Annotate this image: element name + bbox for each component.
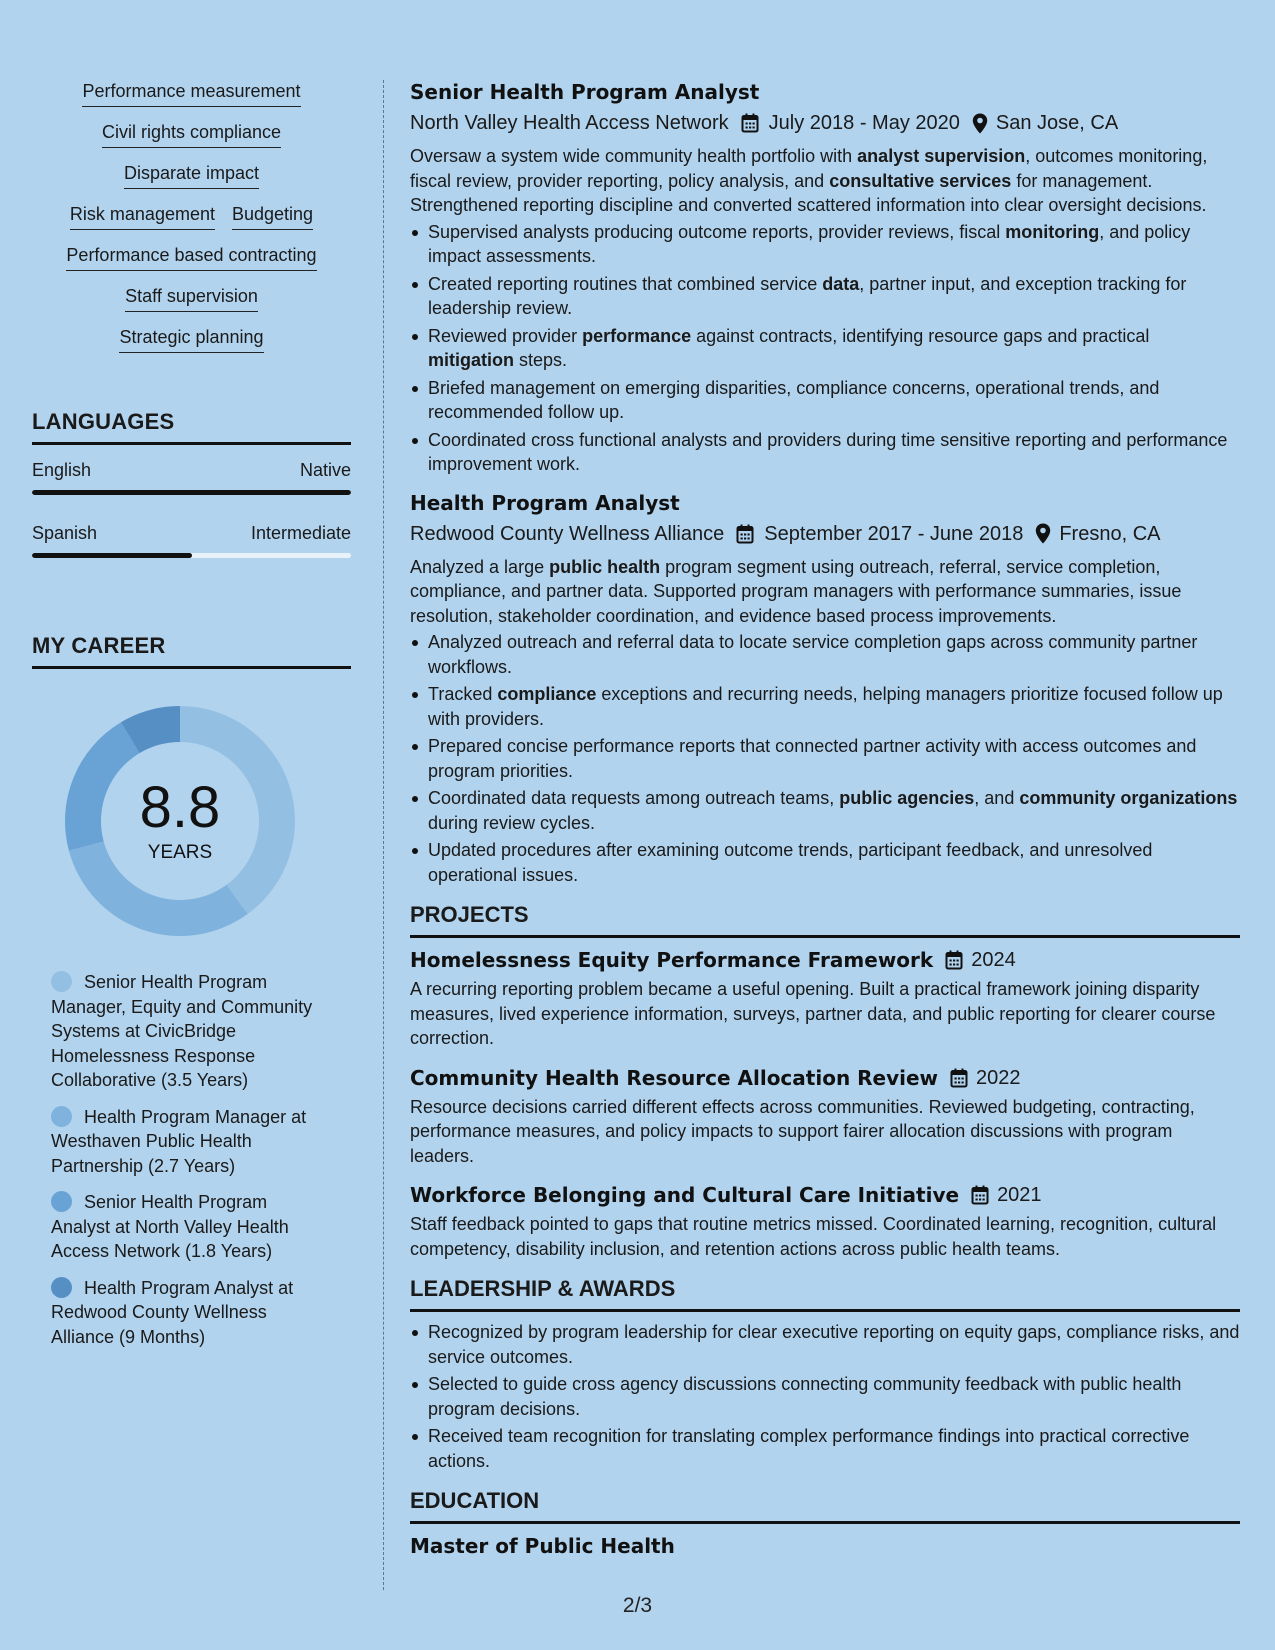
job-entry	[410, 489, 1240, 888]
career-legend-item	[51, 1276, 322, 1350]
project-name: Workforce Belonging and Cultural Care Initiative	[410, 1183, 960, 1207]
skill-tag: Budgeting	[232, 203, 313, 230]
awards-list	[410, 1320, 1240, 1473]
language-row	[32, 522, 351, 544]
job-meta	[410, 109, 1240, 137]
awards-title: LEADERSHIP & AWARDS	[410, 1275, 1240, 1312]
language-level: Intermediate	[250, 523, 351, 543]
experience-section	[410, 78, 1240, 887]
career-legend-item	[51, 1190, 322, 1264]
skill-row	[124, 162, 259, 189]
language-bar-fill	[32, 490, 351, 495]
job-dates: September 2017 - June 2018	[764, 522, 1024, 545]
skill-tag: Risk management	[70, 203, 215, 230]
skill-tag: Performance measurement	[82, 80, 300, 107]
career-legend-item	[51, 1105, 322, 1179]
project-header	[410, 1181, 1240, 1209]
projects-section	[410, 901, 1240, 1261]
language-level: Native	[299, 460, 351, 480]
skill-row	[82, 80, 300, 107]
career-years-unit: YEARS	[147, 842, 213, 863]
career-total-years: 8.8	[139, 775, 221, 840]
location-pin-icon	[1035, 523, 1051, 544]
language-name: Spanish	[32, 523, 98, 543]
degree-title: Master of Public Health	[410, 1534, 675, 1558]
awards-section	[410, 1275, 1240, 1473]
career-legend-label: Health Program Manager at Westhaven Public Health Partnership (2.7 Years)	[51, 1106, 307, 1176]
job-entry	[410, 78, 1240, 477]
job-title: Health Program Analyst	[410, 490, 680, 515]
skill-row	[70, 203, 313, 230]
legend-dot-icon	[51, 1106, 72, 1127]
bullet-item: Coordinated cross functional analysts and providers during time sensitive reporting and performance improvement work.	[410, 428, 1240, 477]
legend-dot-icon	[51, 1277, 72, 1298]
skill-tag: Performance based contracting	[66, 244, 316, 271]
award-item: Selected to guide cross agency discussions connecting community feedback with public health program decisions.	[410, 1372, 1240, 1421]
career-donut-chart	[65, 706, 295, 936]
project-entry	[410, 1064, 1240, 1169]
projects-title: PROJECTS	[410, 901, 1240, 938]
job-summary: Oversaw a system wide community health portfolio with analyst supervision, outcomes monitoring, fiscal review, provider reporting, policy analysis, and consultative services for management. Strengthened reporting discipline and converted scattered information into clear oversight decisions.	[410, 146, 1208, 215]
project-name: Community Health Resource Allocation Review	[410, 1065, 939, 1090]
skill-row	[102, 121, 281, 148]
project-description: Resource decisions carried different effects across communities. Reviewed budgeting, contracting, performance measures, and policy impacts to support fairer allocation discussions with program leaders.	[410, 1096, 1195, 1166]
left-column	[32, 80, 351, 1361]
calendar-icon	[971, 1185, 989, 1205]
career-title: MY CAREER	[32, 632, 351, 669]
bullet-item: Tracked compliance exceptions and recurring needs, helping managers prioritize focused follow up with providers.	[410, 682, 1240, 731]
calendar-icon	[945, 950, 963, 970]
project-entry	[410, 946, 1240, 1051]
donut-center	[65, 706, 295, 936]
career-legend-label: Senior Health Program Analyst at North Valley Health Access Network (1.8 Years)	[51, 1192, 289, 1261]
career-legend-label: Senior Health Program Manager, Equity and Community Systems at CivicBridge Homelessness Response Collaborative (3.5 Years)	[51, 972, 313, 1090]
project-year: 2024	[971, 949, 1016, 971]
bullet-item: Analyzed outreach and referral data to locate service completion gaps across community partner workflows.	[410, 630, 1240, 679]
column-divider	[383, 80, 384, 1590]
bullet-item: Coordinated data requests among outreach teams, public agencies, and community organizations during review cycles.	[410, 786, 1240, 835]
calendar-icon	[950, 1068, 968, 1088]
skill-row	[66, 244, 316, 271]
job-location: San Jose, CA	[995, 112, 1119, 134]
education-section	[410, 1487, 1240, 1560]
job-bullets	[410, 220, 1240, 477]
skill-row	[119, 326, 263, 353]
project-description: A recurring reporting problem became a useful opening. Built a practical framework joining disparity measures, lived experience information, surveys, partner data, and public reporting for clearer course correction.	[410, 979, 1216, 1048]
skill-tag: Strategic planning	[119, 326, 263, 353]
skill-tag: Civil rights compliance	[102, 121, 281, 148]
project-year: 2022	[976, 1066, 1021, 1089]
job-title: Senior Health Program Analyst	[410, 80, 760, 104]
career-section	[32, 632, 351, 1349]
page-number: 2/3	[622, 1594, 653, 1617]
skill-tag: Staff supervision	[125, 285, 258, 312]
calendar-icon	[736, 524, 754, 544]
bullet-item: Supervised analysts producing outcome reports, provider reviews, fiscal monitoring, and policy impact assessments.	[410, 220, 1240, 269]
award-item: Recognized by program leadership for clear executive reporting on equity gaps, compliance risks, and service outcomes.	[410, 1320, 1240, 1369]
job-organization: North Valley Health Access Network	[410, 112, 729, 134]
languages-list	[32, 459, 351, 558]
career-legend-item	[51, 970, 322, 1093]
project-year: 2021	[997, 1184, 1042, 1206]
job-organization: Redwood County Wellness Alliance	[410, 522, 725, 545]
project-header	[410, 1064, 1240, 1092]
bullet-item: Briefed management on emerging disparities, compliance concerns, operational trends, and recommended follow up.	[410, 376, 1240, 425]
job-dates: July 2018 - May 2020	[768, 112, 960, 134]
project-description: Staff feedback pointed to gaps that routine metrics missed. Coordinated learning, recognition, cultural competency, disability inclusion, and retention actions across public health teams.	[410, 1214, 1217, 1259]
legend-dot-icon	[51, 971, 72, 992]
calendar-icon	[741, 113, 759, 133]
projects-list	[410, 946, 1240, 1261]
career-legend	[32, 970, 322, 1349]
project-header	[410, 946, 1240, 974]
language-name: English	[32, 460, 92, 480]
languages-title: LANGUAGES	[32, 408, 351, 445]
language-row	[32, 459, 351, 481]
languages-section	[32, 408, 351, 558]
career-legend-label: Health Program Analyst at Redwood County Wellness Alliance (9 Months)	[51, 1277, 294, 1347]
job-summary: Analyzed a large public health program segment using outreach, referral, service completion, compliance, and partner data. Supported program managers with performance summaries, issue resolution, stakeholder coordination, and evidence based process improvements.	[410, 556, 1182, 626]
language-item	[32, 522, 351, 558]
job-meta	[410, 520, 1240, 548]
skill-row	[125, 285, 258, 312]
skill-tag: Disparate impact	[124, 162, 259, 189]
job-bullets	[410, 630, 1240, 887]
bullet-item: Prepared concise performance reports that connected partner activity with access outcomes and program priorities.	[410, 734, 1240, 783]
legend-dot-icon	[51, 1191, 72, 1212]
skills-list	[32, 80, 351, 367]
job-location: Fresno, CA	[1059, 522, 1161, 545]
bullet-item: Updated procedures after examining outcome trends, participant feedback, and unresolved operational issues.	[410, 838, 1240, 887]
language-bar-fill	[32, 553, 192, 558]
education-title: EDUCATION	[410, 1487, 1240, 1524]
language-bar	[32, 553, 351, 558]
bullet-item: Created reporting routines that combined service data, partner input, and exception tracking for leadership review.	[410, 272, 1240, 321]
location-pin-icon	[972, 113, 988, 134]
project-name: Homelessness Equity Performance Framework	[410, 948, 934, 972]
language-item	[32, 459, 351, 495]
award-item: Received team recognition for translating complex performance findings into practical corrective actions.	[410, 1424, 1240, 1473]
right-column	[410, 78, 1240, 1560]
bullet-item: Reviewed provider performance against contracts, identifying resource gaps and practical mitigation steps.	[410, 324, 1240, 373]
language-bar	[32, 490, 351, 495]
project-entry	[410, 1181, 1240, 1261]
